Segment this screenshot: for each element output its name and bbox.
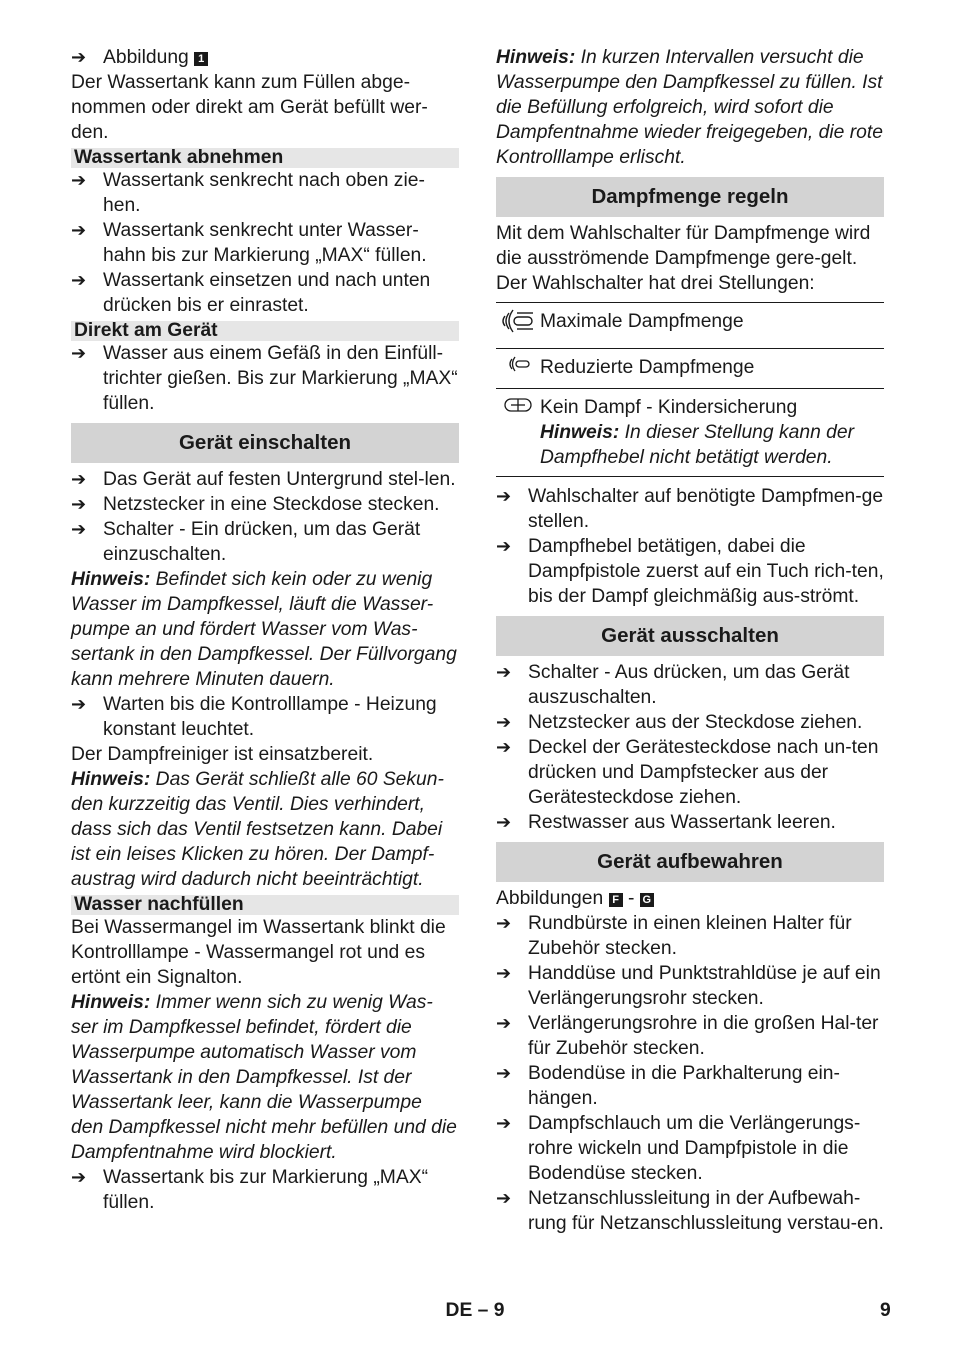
heading-geraet-einschalten: Gerät einschalten <box>71 423 459 463</box>
list-item: ➔ Rundbürste in einen kleinen Halter für Zubehör stecken. <box>496 913 852 959</box>
list-item: ➔ Wassertank senkrecht unter Wasser-hahn bis zur Markierung „MAX“ füllen. <box>71 220 427 266</box>
nachfuellen-text: Bei Wassermangel im Wassertank blinkt die Kontrolllampe - Wassermangel rot und es ertönt ein Signalton. <box>71 917 446 988</box>
reduced-steam-icon <box>496 349 540 389</box>
setting-label: Kein Dampf - Kindersicherung <box>540 397 798 418</box>
note: Hinweis: Befindet sich kein oder zu wenig Wasser im Dampfkessel, läuft die Wasser-pumpe an und fördert Wasser vom Was-sertank in den Dampfkessel. Der Füllvorgang kann mehrere Minuten dauern. <box>71 569 457 690</box>
figure-ref <box>71 45 459 70</box>
list-item: ➔ Netzstecker aus der Steckdose ziehen. <box>496 712 863 733</box>
heading-direkt-am-geraet: Direkt am Gerät <box>71 321 459 341</box>
table-row <box>496 389 884 477</box>
left-column <box>71 45 459 1215</box>
list-item: ➔ Handdüse und Punktstrahldüse je auf ein Verlängerungsrohr stecken. <box>496 963 881 1009</box>
arrow-icon: ➔ <box>496 662 512 682</box>
arrow-icon: ➔ <box>496 812 512 832</box>
arrow-icon: ➔ <box>71 469 87 489</box>
list-item: ➔ Netzstecker in eine Steckdose stecken. <box>71 494 440 515</box>
arrow-icon: ➔ <box>496 486 512 506</box>
list-item: ➔ Das Gerät auf festen Untergrund stel-len. <box>71 469 456 490</box>
setting-label: Reduzierte Dampfmenge <box>540 349 884 389</box>
note: Hinweis: In kurzen Intervallen versucht die Wasserpumpe den Dampfkessel zu füllen. Ist die Befüllung erfolgreich, wird sofort die Dampfentnahme wieder freigegeben, die rote Kontrolllampe erlischt. <box>496 47 883 168</box>
arrow-icon: ➔ <box>71 1167 87 1187</box>
list-item: ➔ Verlängerungsrohre in die großen Hal-ter für Zubehör stecken. <box>496 1013 879 1059</box>
list-item: ➔ Schalter - Aus drücken, um das Gerät auszuschalten. <box>496 662 850 708</box>
arrow-icon: ➔ <box>71 494 87 514</box>
figure-ref-text: Abbildung <box>103 47 189 68</box>
table-row <box>496 303 884 349</box>
list-item: ➔ Wassertank senkrecht nach oben zie-hen. <box>71 170 425 216</box>
arrow-icon: ➔ <box>71 170 87 190</box>
arrow-icon: ➔ <box>71 343 87 363</box>
intro-text: Der Wassertank kann zum Füllen abge-nommen oder direkt am Gerät befüllt wer-den. <box>71 72 428 143</box>
right-column <box>496 45 884 1236</box>
page-number: 9 <box>880 1300 891 1321</box>
arrow-icon: ➔ <box>71 220 87 240</box>
heading-wasser-nachfuellen: Wasser nachfüllen <box>71 895 459 915</box>
figure-ref: Abbildungen F - G <box>496 886 884 911</box>
arrow-icon: ➔ <box>71 519 87 539</box>
arrow-icon: ➔ <box>71 47 87 67</box>
dampfmenge-text: Mit dem Wahlschalter für Dampfmenge wird die ausströmende Dampfmenge gere-gelt. Der Wahlschalter hat drei Stellungen: <box>496 223 871 294</box>
figure-badge: 1 <box>194 52 208 66</box>
setting-label: Maximale Dampfmenge <box>540 303 884 349</box>
arrow-icon: ➔ <box>496 1063 512 1083</box>
list-item: ➔ Wahlschalter auf benötigte Dampfmen-ge stellen. <box>496 486 884 532</box>
arrow-icon: ➔ <box>496 536 512 556</box>
list-item: ➔ Dampfhebel betätigen, dabei die Dampfpistole zuerst auf ein Tuch rich-ten, bis der Dampf gleichmäßig aus-strömt. <box>496 536 884 607</box>
heading-dampfmenge-regeln: Dampfmenge regeln <box>496 177 884 217</box>
note: Hinweis: In dieser Stellung kann der Dampfhebel nicht betätigt werden. <box>540 422 855 468</box>
arrow-icon: ➔ <box>496 1113 512 1133</box>
steam-settings-table <box>496 302 884 477</box>
no-steam-lock-icon <box>496 389 540 477</box>
heading-geraet-ausschalten: Gerät ausschalten <box>496 616 884 656</box>
figure-badge: F <box>609 893 623 907</box>
arrow-icon: ➔ <box>496 712 512 732</box>
arrow-icon: ➔ <box>496 1013 512 1033</box>
note: Hinweis: Immer wenn sich zu wenig Was-ser im Dampfkessel befindet, fördert die Wasserpumpe automatisch Wasser vom Wassertank in den Dampfkessel. Ist der Wassertank leer, kann die Wasserpumpe den Dampfkessel nicht mehr befüllen und die Dampfentnahme wird blockiert. <box>71 992 457 1163</box>
list-item: ➔ Deckel der Gerätesteckdose nach un-ten drücken und Dampfstecker aus der Gerätesteckdose ziehen. <box>496 737 879 808</box>
max-steam-icon <box>496 303 540 349</box>
list-item: ➔ Wassertank bis zur Markierung „MAX“ füllen. <box>71 1167 429 1213</box>
arrow-icon: ➔ <box>71 694 87 714</box>
arrow-icon: ➔ <box>496 913 512 933</box>
heading-geraet-aufbewahren: Gerät aufbewahren <box>496 842 884 882</box>
arrow-icon: ➔ <box>71 270 87 290</box>
figure-badge: G <box>640 893 654 907</box>
arrow-icon: ➔ <box>496 737 512 757</box>
ready-text: Der Dampfreiniger ist einsatzbereit. <box>71 744 374 765</box>
heading-wassertank-abnehmen: Wassertank abnehmen <box>71 148 459 168</box>
list-item: ➔ Restwasser aus Wassertank leeren. <box>496 812 836 833</box>
list-item: ➔ Wasser aus einem Gefäß in den Einfüll-trichter gießen. Bis zur Markierung „MAX“ füllen. <box>71 343 458 414</box>
list-item: ➔ Dampfschlauch um die Verlängerungs-rohre wickeln und Dampfpistole in die Bodendüse stecken. <box>496 1113 861 1184</box>
list-item: ➔ Wassertank einsetzen und nach unten drücken bis er einrastet. <box>71 270 431 316</box>
list-item: ➔ Warten bis die Kontrolllampe - Heizung konstant leuchtet. <box>71 694 437 740</box>
list-item: ➔ Bodendüse in die Parkhalterung ein-hängen. <box>496 1063 840 1109</box>
list-item: ➔ Netzanschlussleitung in der Aufbewah-rung für Netzanschlussleitung verstau-en. <box>496 1188 884 1234</box>
table-row <box>496 349 884 389</box>
note: Hinweis: Das Gerät schließt alle 60 Sekun-den kurzzeitig das Ventil. Dies verhindert, dass sich das Ventil festsetzen kann. Dabei ist ein leises Klicken zu hören. Der Dampf-austrag wird dadurch nicht beeinträchtigt. <box>71 769 444 890</box>
footer-page-label: DE – 9 <box>445 1300 505 1321</box>
arrow-icon: ➔ <box>496 1188 512 1208</box>
arrow-icon: ➔ <box>496 963 512 983</box>
list-item: ➔ Schalter - Ein drücken, um das Gerät einzuschalten. <box>71 519 421 565</box>
